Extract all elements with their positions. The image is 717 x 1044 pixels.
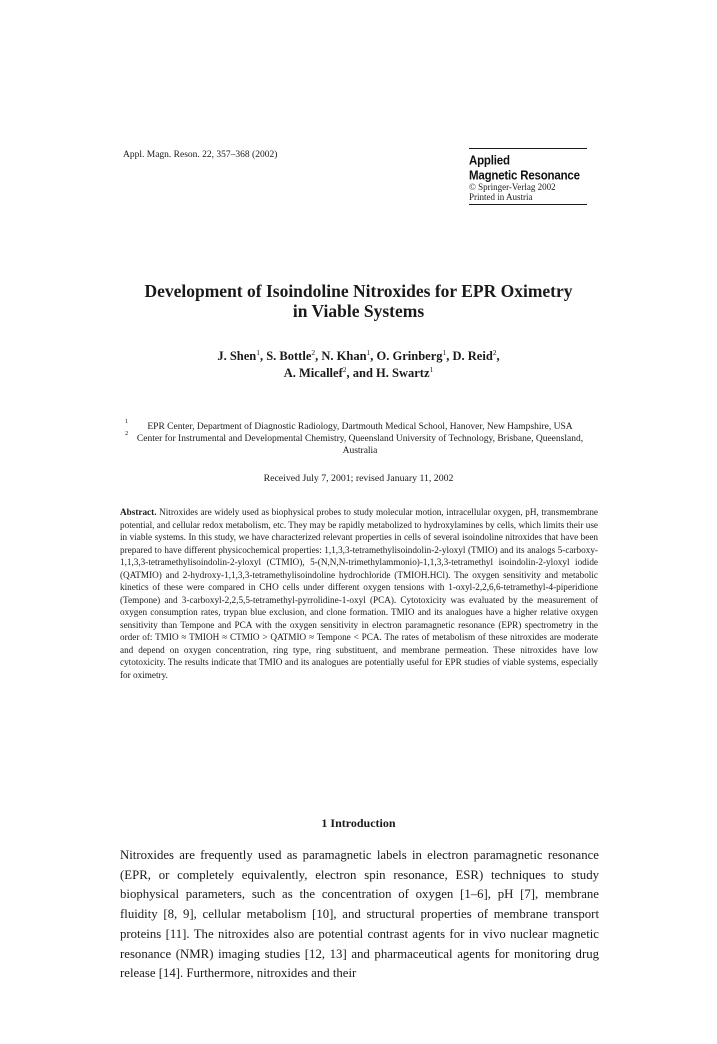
affiliation-item: 1 EPR Center, Department of Diagnostic Radiology, Dartmouth Medical School, Hanover, New Hampshire, USA xyxy=(125,418,573,432)
author-affiliation-mark: 2 xyxy=(342,365,347,374)
author-name: J. Shen xyxy=(217,349,257,363)
received-dates: Received July 7, 2001; revised January 11, 2002 xyxy=(263,473,454,484)
author-separator: , xyxy=(259,349,267,363)
journal-meta xyxy=(469,183,587,203)
abstract-label: Abstract. xyxy=(120,507,157,517)
affiliation-list xyxy=(125,418,590,458)
paper-title-line2: in Viable Systems xyxy=(292,301,425,321)
author-name: D. Reid xyxy=(452,349,493,363)
paper-title-line1: Development of Isoindoline Nitroxides for EPR Oximetry xyxy=(144,281,573,301)
journal-name-line2: Magnetic Resonance xyxy=(469,168,580,183)
affiliation-text: Center for Instrumental and Developmental Chemistry, Queensland University of Technology, Brisbane, Queensland, Australia xyxy=(136,434,584,457)
abstract-text: Nitroxides are widely used as biophysical probes to study molecular motion, intracellular oxygen, pH, transmembrane potential, and cellular redox metabolism, etc. They may be rapidly metabolized to hydroxylamines by cells, which limits their use in viable systems. In this study, we have characterized relevant properties in cells of several isoindoline nitroxides that have been prepared to have different physicochemical properties: 1,1,3,3-tetramethylisoindolin-2-yloxyl (TMIO) and its analogs 5-carboxy-1,1,3,3-tetramethylisoindolin-2-yloxyl (CTMIO), 5-(N,N,N-trimethylammonio)-1,1,3,3-tetramethyl isoindolin-2-yloxyl iodide (QATMIO) and 2-hydroxy-1,1,3,3-tetramethylisoindoline hydrochloride (TMIOH.HCl). The oxygen sensitivity and metabolic kinetics of these were compared in CHO cells under different oxygen tensions with 1-oxyl-2,2,6,6-tetramethyl-4-piperidione (Tempone) and 3-carboxyl-2,2,5,5-tetramethyl-pyrrolidine-1-oxyl (PCA). Cytotoxicity was evaluated by the measurement of oxygen consumption rates, trypan blue exclusion, and clone formation. TMIO and its analogues have a higher relative oxygen sensitivity than Tempone and PCA with the oxygen sensitivity in electron paramagnetic resonance (EPR) spectrometry in the order of: TMIO ≈ TMIOH ≈ CTMIO > QATMIO ≈ Tempone < PCA. The rates of metabolism of these nitroxides are moderate and depend on oxygen concentration, ring type, ring substituent, and membrane permeation. These nitroxides have low cytotoxicity. The results indicate that TMIO and its analogues are potentially useful for EPR studies of viable systems, especially for oximetry. xyxy=(120,507,598,680)
author-separator: , xyxy=(446,349,453,363)
journal-name-line1: Applied xyxy=(469,154,510,168)
author-affiliation-mark: 2 xyxy=(311,348,316,357)
author-affiliation-mark: 1 xyxy=(366,348,371,357)
affiliation-item: 2 Center for Instrumental and Developmental Chemistry, Queensland University of Technology, Brisbane, Queensland, Australia xyxy=(125,430,584,457)
copyright-notice: © Springer-Verlag 2002 xyxy=(469,182,556,192)
author-list xyxy=(100,348,617,382)
abstract xyxy=(120,506,598,681)
author-affiliation-mark: 1 xyxy=(256,348,260,357)
journal-masthead xyxy=(469,148,587,205)
affiliation-text: EPR Center, Department of Diagnostic Radiology, Dartmouth Medical School, Hanover, New Hampshire, USA xyxy=(147,422,573,432)
author-line-2 xyxy=(100,365,617,382)
author-separator: , and xyxy=(346,366,377,380)
author-line-1 xyxy=(100,348,617,365)
section-heading: 1 Introduction xyxy=(321,816,396,830)
author-separator: , xyxy=(315,349,322,363)
printed-notice: Printed in Austria xyxy=(469,191,533,202)
author-separator: , xyxy=(496,349,500,363)
author-name: S. Bottle xyxy=(266,349,312,363)
masthead-bottom-rule xyxy=(469,204,587,205)
author-name: O. Grinberg xyxy=(376,349,443,363)
author-name: N. Khan xyxy=(321,349,367,363)
author-affiliation-mark: 2 xyxy=(492,348,497,357)
author-affiliation-mark: 1 xyxy=(429,365,434,374)
author-separator: , xyxy=(370,349,377,363)
paper-title xyxy=(100,281,617,321)
journal-citation: Appl. Magn. Reson. 22, 357–368 (2002) xyxy=(123,150,278,160)
author-name: H. Swartz xyxy=(376,366,430,380)
journal-name xyxy=(469,154,587,183)
section-body-text: Nitroxides are frequently used as paramagnetic labels in electron paramagnetic resonance (EPR, or completely equivalently, electron spin resonance, ESR) techniques to study biophysical parameters, such as the concentration of oxygen [1–6], pH [7], membrane fluidity [8, 9], cellular metabolism [10], and structural properties of membrane transport proteins [11]. The nitroxides also are potential contrast agents for in vivo nuclear magnetic resonance (NMR) imaging studies [12, 13] and pharmaceutical agents for monitoring drug release [14]. Furthermore, nitroxides and their xyxy=(120,848,599,981)
author-name: A. Micallef xyxy=(283,366,343,380)
masthead-top-rule xyxy=(469,148,587,149)
author-affiliation-mark: 1 xyxy=(442,348,447,357)
